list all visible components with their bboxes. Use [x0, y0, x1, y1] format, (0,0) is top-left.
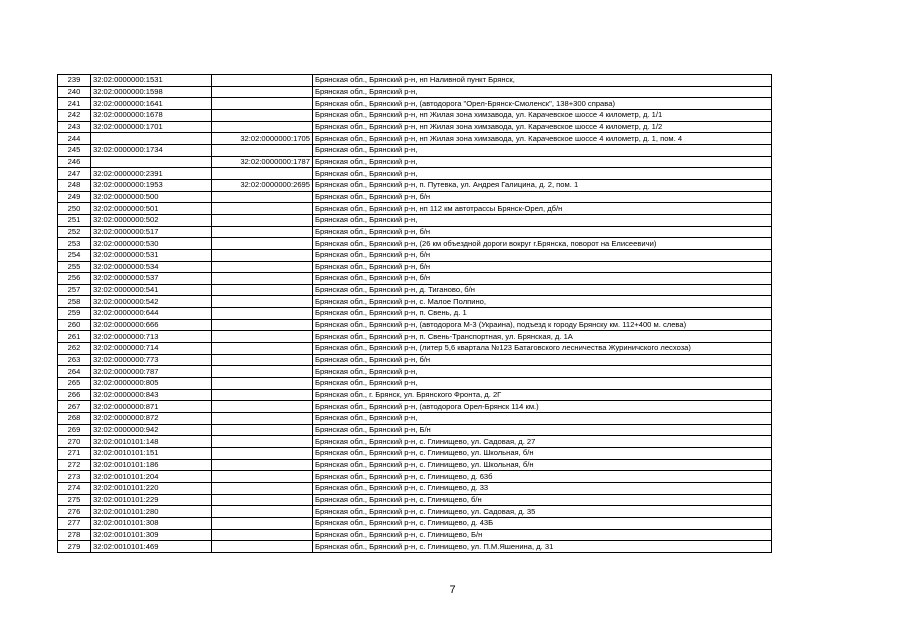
address-cell: Брянская обл., Брянский р-н,	[313, 144, 772, 156]
row-number-cell: 250	[58, 203, 91, 215]
table-row	[58, 238, 772, 250]
table-row	[58, 366, 772, 378]
cadastral-number-cell: 32:02:0000000:773	[91, 354, 212, 366]
address-cell: Брянская обл., Брянский р-н,	[313, 168, 772, 180]
row-number-cell: 266	[58, 389, 91, 401]
cadastral-number-cell	[91, 133, 212, 145]
second-cadastral-number-cell	[212, 378, 313, 390]
table-row	[58, 168, 772, 180]
table-row	[58, 471, 772, 483]
table-row	[58, 424, 772, 436]
row-number-cell: 264	[58, 366, 91, 378]
address-cell: Брянская обл., Брянский р-н, с. Глинищево, ул. Школьная, б/н	[313, 448, 772, 460]
cadastral-number-cell: 32:02:0000000:541	[91, 284, 212, 296]
address-cell: Брянская обл., Брянский р-н, б/н	[313, 273, 772, 285]
address-cell: Брянская обл., Брянский р-н, (автодорога М-3 (Украина), подъезд к городу Брянску км. 112+400 м. слева)	[313, 319, 772, 331]
address-cell: Брянская обл., Брянский р-н, с. Малое Полпино,	[313, 296, 772, 308]
address-cell: Брянская обл., Брянский р-н, нп 112 км автотрассы Брянск-Орел, дб/н	[313, 203, 772, 215]
second-cadastral-number-cell	[212, 366, 313, 378]
address-cell: Брянская обл., Брянский р-н, с. Глинищево, Б/н	[313, 529, 772, 541]
cadastral-number-cell: 32:02:0000000:942	[91, 424, 212, 436]
row-number-cell: 257	[58, 284, 91, 296]
row-number-cell: 253	[58, 238, 91, 250]
second-cadastral-number-cell	[212, 482, 313, 494]
cadastral-number-cell: 32:02:0010101:309	[91, 529, 212, 541]
row-number-cell: 265	[58, 378, 91, 390]
address-cell: Брянская обл., Брянский р-н, (26 км объездной дороги вокруг г.Брянска, поворот на Елисеевичи)	[313, 238, 772, 250]
address-cell: Брянская обл., Брянский р-н, с. Глинищево, ул. П.М.Яшенина, д. 31	[313, 541, 772, 553]
cadastral-number-cell: 32:02:0010101:220	[91, 482, 212, 494]
second-cadastral-number-cell	[212, 191, 313, 203]
second-cadastral-number-cell	[212, 424, 313, 436]
cadastral-number-cell: 32:02:0000000:517	[91, 226, 212, 238]
row-number-cell: 261	[58, 331, 91, 343]
row-number-cell: 272	[58, 459, 91, 471]
table-row	[58, 133, 772, 145]
address-cell: Брянская обл., Брянский р-н, с. Глинищево, ул. Садовая, д. 27	[313, 436, 772, 448]
cadastral-number-cell: 32:02:0010101:204	[91, 471, 212, 483]
cadastral-number-cell: 32:02:0010101:469	[91, 541, 212, 553]
cadastral-number-cell: 32:02:0000000:644	[91, 308, 212, 320]
row-number-cell: 263	[58, 354, 91, 366]
second-cadastral-number-cell	[212, 296, 313, 308]
row-number-cell: 249	[58, 191, 91, 203]
row-number-cell: 241	[58, 98, 91, 110]
second-cadastral-number-cell	[212, 448, 313, 460]
address-cell: Брянская обл., Брянский р-н,	[313, 86, 772, 98]
row-number-cell: 271	[58, 448, 91, 460]
table-row	[58, 273, 772, 285]
table-row	[58, 203, 772, 215]
address-cell: Брянская обл., Брянский р-н, (автодорога Орел-Брянск 114 км.)	[313, 401, 772, 413]
second-cadastral-number-cell	[212, 226, 313, 238]
table-row	[58, 249, 772, 261]
table-row	[58, 389, 772, 401]
address-cell: Брянская обл., г. Брянск, ул. Брянского Фронта, д. 2Г	[313, 389, 772, 401]
table-row	[58, 261, 772, 273]
row-number-cell: 262	[58, 343, 91, 355]
table-row	[58, 331, 772, 343]
table-row	[58, 191, 772, 203]
cadastral-number-cell: 32:02:0000000:805	[91, 378, 212, 390]
row-number-cell: 239	[58, 75, 91, 87]
row-number-cell: 259	[58, 308, 91, 320]
cadastral-number-cell: 32:02:0000000:1598	[91, 86, 212, 98]
row-number-cell: 269	[58, 424, 91, 436]
row-number-cell: 256	[58, 273, 91, 285]
address-cell: Брянская обл., Брянский р-н, п. Свень-Транспортная, ул. Брянская, д. 1А	[313, 331, 772, 343]
table-row	[58, 541, 772, 553]
second-cadastral-number-cell	[212, 249, 313, 261]
cadastral-number-cell: 32:02:0010101:148	[91, 436, 212, 448]
table-row	[58, 401, 772, 413]
table-row	[58, 413, 772, 425]
second-cadastral-number-cell	[212, 144, 313, 156]
cadastral-number-cell: 32:02:0000000:1701	[91, 121, 212, 133]
table-row	[58, 436, 772, 448]
second-cadastral-number-cell	[212, 284, 313, 296]
row-number-cell: 268	[58, 413, 91, 425]
cadastral-number-cell: 32:02:0000000:872	[91, 413, 212, 425]
address-cell: Брянская обл., Брянский р-н, нп Жилая зона химзавода, ул. Карачевское шоссе 4 километр, д. 1, пом. 4	[313, 133, 772, 145]
row-number-cell: 278	[58, 529, 91, 541]
address-cell: Брянская обл., Брянский р-н, с. Глинищево, д. 63б	[313, 471, 772, 483]
cadastral-number-cell: 32:02:0000000:1641	[91, 98, 212, 110]
table-row	[58, 214, 772, 226]
second-cadastral-number-cell: 32:02:0000000:1705	[212, 133, 313, 145]
row-number-cell: 274	[58, 482, 91, 494]
table-row	[58, 284, 772, 296]
second-cadastral-number-cell	[212, 109, 313, 121]
cadastral-number-cell: 32:02:0000000:1531	[91, 75, 212, 87]
address-cell: Брянская обл., Брянский р-н,	[313, 156, 772, 168]
row-number-cell: 251	[58, 214, 91, 226]
second-cadastral-number-cell	[212, 354, 313, 366]
register-table-body	[58, 75, 772, 553]
second-cadastral-number-cell	[212, 506, 313, 518]
second-cadastral-number-cell	[212, 273, 313, 285]
second-cadastral-number-cell	[212, 331, 313, 343]
table-row	[58, 75, 772, 87]
second-cadastral-number-cell: 32:02:0000000:2695	[212, 179, 313, 191]
row-number-cell: 255	[58, 261, 91, 273]
table-row	[58, 144, 772, 156]
row-number-cell: 276	[58, 506, 91, 518]
address-cell: Брянская обл., Брянский р-н, б/н	[313, 261, 772, 273]
address-cell: Брянская обл., Брянский р-н, б/н	[313, 249, 772, 261]
address-cell: Брянская обл., Брянский р-н, п. Путевка, ул. Андрея Галицина, д. 2, пом. 1	[313, 179, 772, 191]
table-row	[58, 98, 772, 110]
second-cadastral-number-cell	[212, 343, 313, 355]
address-cell: Брянская обл., Брянский р-н, б/н	[313, 226, 772, 238]
address-cell: Брянская обл., Брянский р-н, (литер 5,6 квартала №123 Батаговского лесничества Журиничского лесхоза)	[313, 343, 772, 355]
row-number-cell: 277	[58, 517, 91, 529]
second-cadastral-number-cell	[212, 413, 313, 425]
table-row	[58, 459, 772, 471]
table-row	[58, 448, 772, 460]
address-cell: Брянская обл., Брянский р-н,	[313, 366, 772, 378]
address-cell: Брянская обл., Брянский р-н, д. Тиганово, б/н	[313, 284, 772, 296]
table-row	[58, 494, 772, 506]
row-number-cell: 258	[58, 296, 91, 308]
second-cadastral-number-cell	[212, 389, 313, 401]
second-cadastral-number-cell	[212, 214, 313, 226]
address-cell: Брянская обл., Брянский р-н, п. Свень, д. 1	[313, 308, 772, 320]
address-cell: Брянская обл., Брянский р-н, Б/н	[313, 424, 772, 436]
row-number-cell: 260	[58, 319, 91, 331]
row-number-cell: 248	[58, 179, 91, 191]
table-row	[58, 517, 772, 529]
address-cell: Брянская обл., Брянский р-н, б/н	[313, 191, 772, 203]
row-number-cell: 247	[58, 168, 91, 180]
cadastral-number-cell: 32:02:0000000:542	[91, 296, 212, 308]
table-row	[58, 156, 772, 168]
address-cell: Брянская обл., Брянский р-н, с. Глинищево, ул. Школьная, б/н	[313, 459, 772, 471]
cadastral-number-cell: 32:02:0000000:502	[91, 214, 212, 226]
cadastral-number-cell	[91, 156, 212, 168]
table-row	[58, 319, 772, 331]
second-cadastral-number-cell	[212, 529, 313, 541]
cadastral-number-cell: 32:02:0000000:1953	[91, 179, 212, 191]
row-number-cell: 245	[58, 144, 91, 156]
second-cadastral-number-cell	[212, 238, 313, 250]
cadastral-number-cell: 32:02:0000000:666	[91, 319, 212, 331]
cadastral-number-cell: 32:02:0000000:843	[91, 389, 212, 401]
table-row	[58, 343, 772, 355]
table-row	[58, 296, 772, 308]
table-row	[58, 529, 772, 541]
property-register-table	[57, 74, 772, 553]
cadastral-number-cell: 32:02:0000000:1678	[91, 109, 212, 121]
table-row	[58, 378, 772, 390]
second-cadastral-number-cell	[212, 121, 313, 133]
table-row	[58, 109, 772, 121]
table-row	[58, 308, 772, 320]
second-cadastral-number-cell	[212, 319, 313, 331]
cadastral-number-cell: 32:02:0000000:1734	[91, 144, 212, 156]
row-number-cell: 246	[58, 156, 91, 168]
second-cadastral-number-cell	[212, 86, 313, 98]
cadastral-number-cell: 32:02:0000000:714	[91, 343, 212, 355]
second-cadastral-number-cell	[212, 98, 313, 110]
second-cadastral-number-cell	[212, 459, 313, 471]
address-cell: Брянская обл., Брянский р-н, (автодорога "Орел-Брянск-Смоленск", 138+300 справа)	[313, 98, 772, 110]
address-cell: Брянская обл., Брянский р-н,	[313, 378, 772, 390]
row-number-cell: 254	[58, 249, 91, 261]
address-cell: Брянская обл., Брянский р-н, нп Наливной пункт Брянск,	[313, 75, 772, 87]
row-number-cell: 275	[58, 494, 91, 506]
cadastral-number-cell: 32:02:0010101:229	[91, 494, 212, 506]
address-cell: Брянская обл., Брянский р-н, с. Глинищево, д. 33	[313, 482, 772, 494]
second-cadastral-number-cell	[212, 168, 313, 180]
cadastral-number-cell: 32:02:0010101:151	[91, 448, 212, 460]
row-number-cell: 242	[58, 109, 91, 121]
address-cell: Брянская обл., Брянский р-н, с. Глинищево, д. 43Б	[313, 517, 772, 529]
address-cell: Брянская обл., Брянский р-н, с. Глинищево, ул. Садовая, д. 35	[313, 506, 772, 518]
table-row	[58, 226, 772, 238]
address-cell: Брянская обл., Брянский р-н, нп Жилая зона химзавода, ул. Карачевское шоссе 4 километр, д. 1/2	[313, 121, 772, 133]
row-number-cell: 267	[58, 401, 91, 413]
second-cadastral-number-cell	[212, 308, 313, 320]
row-number-cell: 240	[58, 86, 91, 98]
cadastral-number-cell: 32:02:0000000:500	[91, 191, 212, 203]
row-number-cell: 273	[58, 471, 91, 483]
cadastral-number-cell: 32:02:0000000:871	[91, 401, 212, 413]
row-number-cell: 243	[58, 121, 91, 133]
cadastral-number-cell: 32:02:0000000:713	[91, 331, 212, 343]
second-cadastral-number-cell	[212, 203, 313, 215]
cadastral-number-cell: 32:02:0010101:280	[91, 506, 212, 518]
row-number-cell: 270	[58, 436, 91, 448]
cadastral-number-cell: 32:02:0000000:531	[91, 249, 212, 261]
address-cell: Брянская обл., Брянский р-н, нп Жилая зона химзавода, ул. Карачевское шоссе 4 километр, д. 1/1	[313, 109, 772, 121]
cadastral-number-cell: 32:02:0000000:787	[91, 366, 212, 378]
cadastral-number-cell: 32:02:0000000:537	[91, 273, 212, 285]
second-cadastral-number-cell	[212, 436, 313, 448]
cadastral-number-cell: 32:02:0000000:2391	[91, 168, 212, 180]
address-cell: Брянская обл., Брянский р-н, с. Глинищево, б/н	[313, 494, 772, 506]
cadastral-number-cell: 32:02:0000000:501	[91, 203, 212, 215]
table-row	[58, 121, 772, 133]
table-row	[58, 86, 772, 98]
second-cadastral-number-cell: 32:02:0000000:1787	[212, 156, 313, 168]
address-cell: Брянская обл., Брянский р-н,	[313, 214, 772, 226]
second-cadastral-number-cell	[212, 471, 313, 483]
table-row	[58, 354, 772, 366]
row-number-cell: 244	[58, 133, 91, 145]
second-cadastral-number-cell	[212, 401, 313, 413]
cadastral-number-cell: 32:02:0000000:530	[91, 238, 212, 250]
address-cell: Брянская обл., Брянский р-н, б/н	[313, 354, 772, 366]
table-row	[58, 482, 772, 494]
cadastral-number-cell: 32:02:0000000:534	[91, 261, 212, 273]
table-row	[58, 506, 772, 518]
second-cadastral-number-cell	[212, 517, 313, 529]
address-cell: Брянская обл., Брянский р-н,	[313, 413, 772, 425]
second-cadastral-number-cell	[212, 494, 313, 506]
second-cadastral-number-cell	[212, 261, 313, 273]
cadastral-number-cell: 32:02:0010101:308	[91, 517, 212, 529]
row-number-cell: 252	[58, 226, 91, 238]
page-number: 7	[449, 584, 456, 596]
second-cadastral-number-cell	[212, 75, 313, 87]
table-row	[58, 179, 772, 191]
cadastral-number-cell: 32:02:0010101:186	[91, 459, 212, 471]
second-cadastral-number-cell	[212, 541, 313, 553]
row-number-cell: 279	[58, 541, 91, 553]
